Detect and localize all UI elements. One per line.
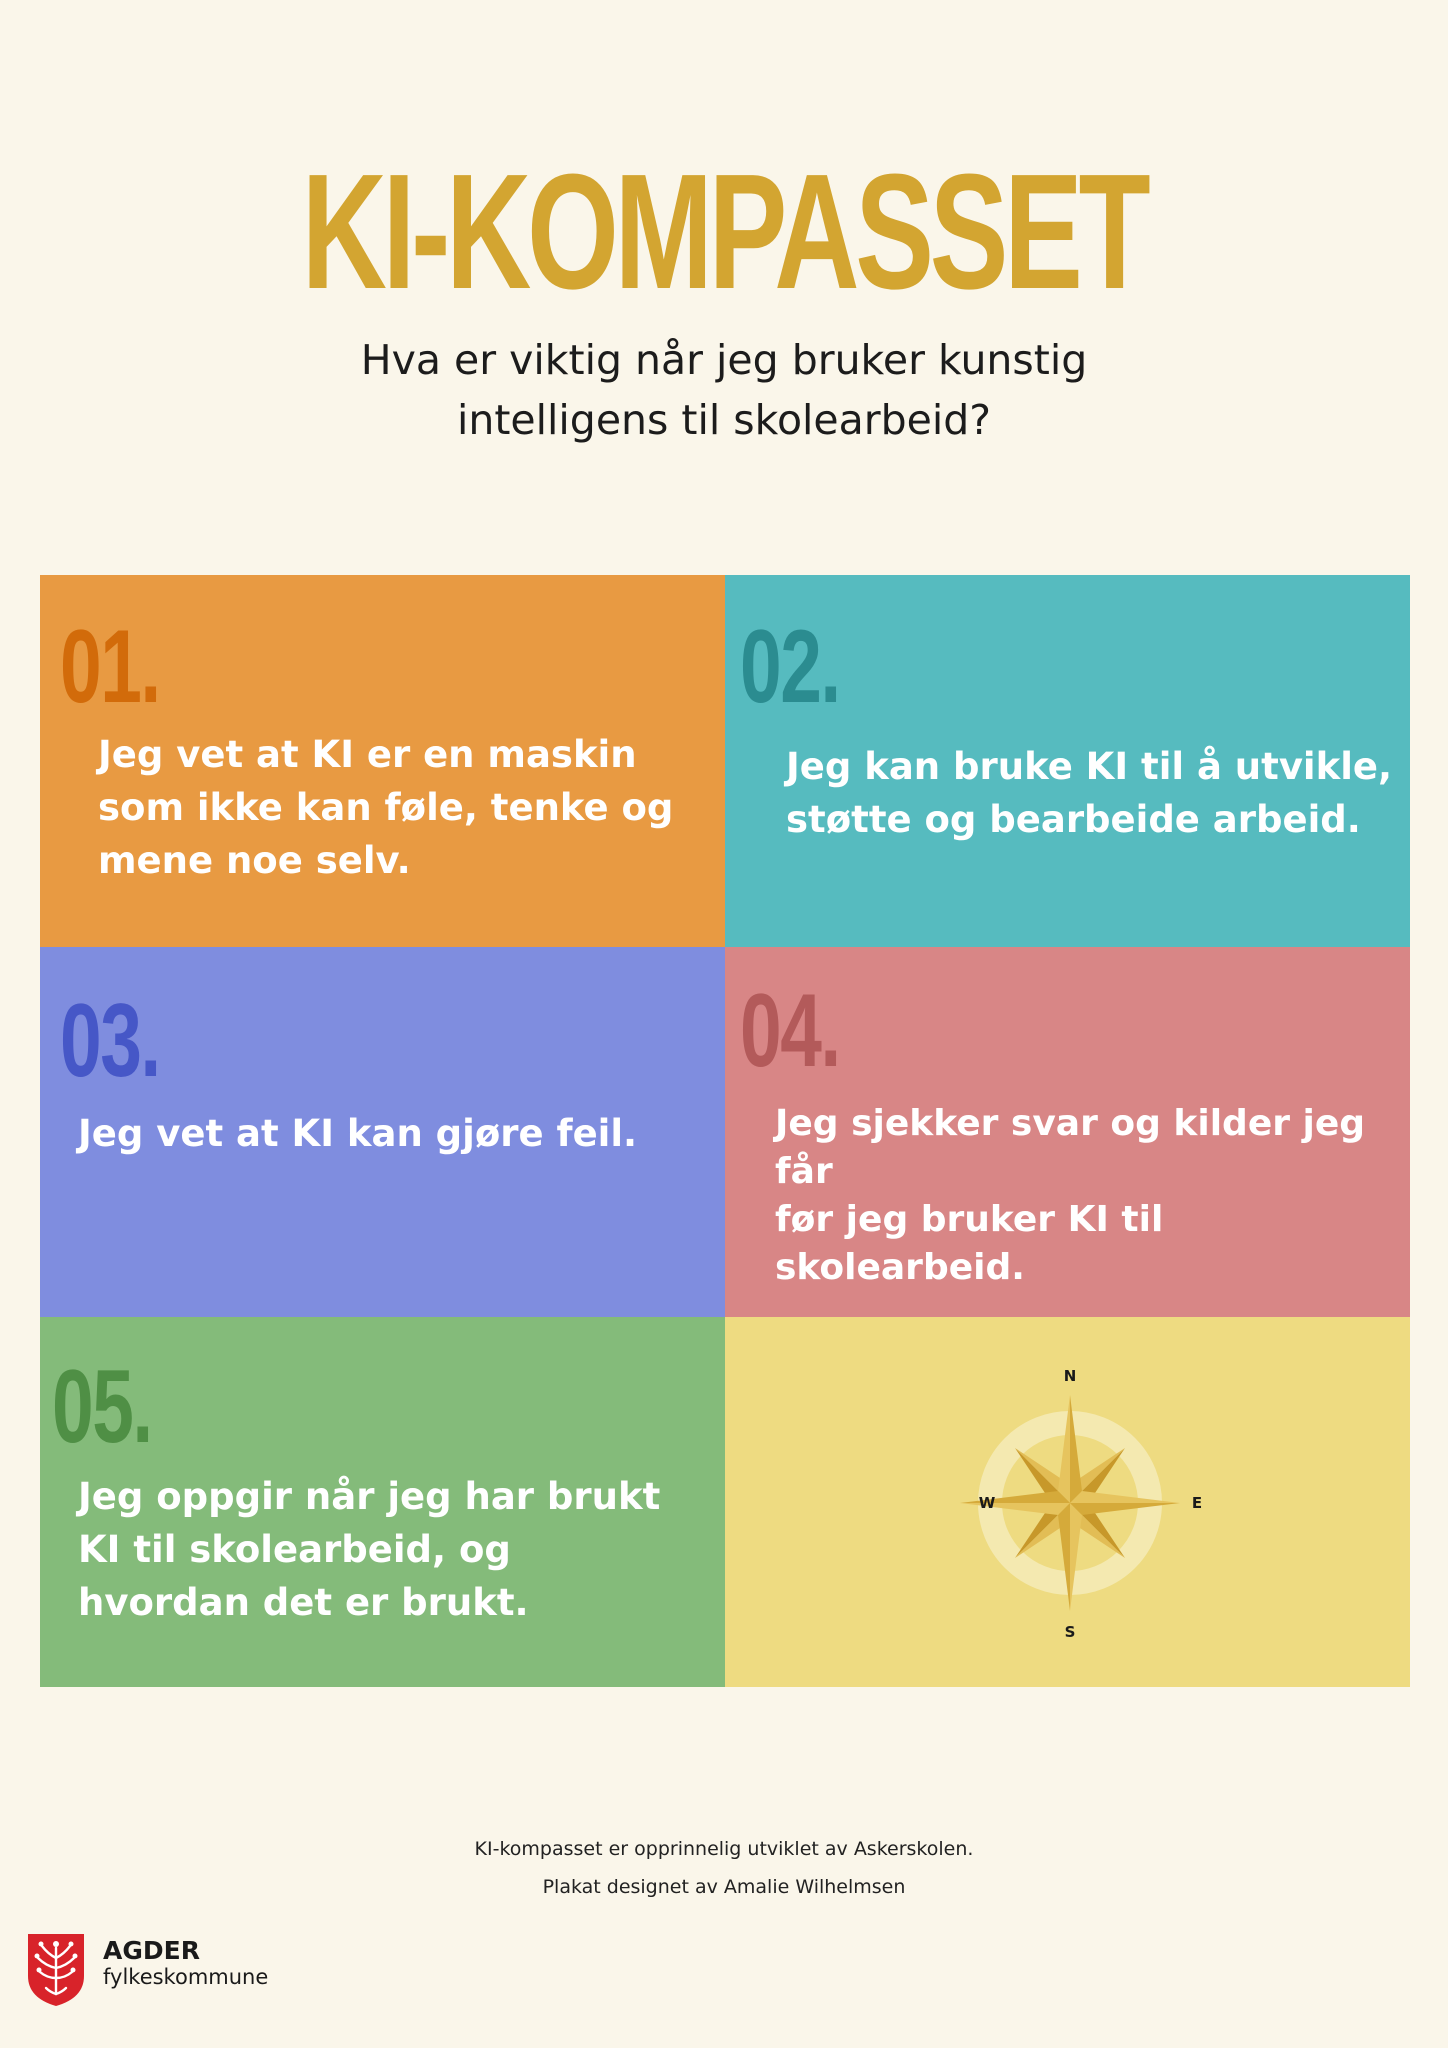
card-text <box>78 1470 660 1629</box>
card-text-line: Jeg sjekker svar og kilder jeg får <box>775 1103 1366 1192</box>
card-text-line: Jeg vet at KI kan gjøre feil. <box>78 1112 638 1155</box>
principle-card-5 <box>40 1317 725 1687</box>
card-text <box>98 728 673 887</box>
card-text-line: Jeg oppgir når jeg har brukt <box>78 1475 661 1518</box>
card-text-line: KI til skolearbeid, og <box>78 1528 511 1571</box>
card-number: 05. <box>52 1349 152 1465</box>
logo-name-line: fylkeskommune <box>103 1965 269 1989</box>
card-text <box>786 740 1392 846</box>
compass-south-label: S <box>1064 1623 1076 1641</box>
page-title: KI-KOMPASSET <box>301 140 1147 323</box>
page-subtitle <box>0 330 1448 450</box>
credit-origin: KI-kompasset er opprinnelig utviklet av Askerskolen. <box>474 1838 974 1860</box>
card-text-line: mene noe selv. <box>98 839 411 882</box>
principle-card-2 <box>725 575 1410 947</box>
logo-name-line: AGDER <box>103 1936 200 1965</box>
card-text-line: Jeg vet at KI er en maskin <box>98 733 637 776</box>
agder-logo-text <box>103 1937 268 1989</box>
principles-grid <box>40 575 1410 1687</box>
compass-card <box>725 1317 1410 1687</box>
card-text <box>775 1100 1410 1292</box>
compass-west-label: W <box>978 1494 996 1512</box>
card-text <box>78 1107 637 1160</box>
card-text-line: Jeg kan bruke KI til å utvikle, <box>786 745 1393 788</box>
principle-card-1 <box>40 575 725 947</box>
principle-card-4 <box>725 947 1410 1317</box>
principle-card-3 <box>40 947 725 1317</box>
card-number: 01. <box>60 609 160 725</box>
card-number: 02. <box>740 609 840 725</box>
credit-designer: Plakat designet av Amalie Wilhelmsen <box>542 1876 906 1898</box>
card-text-line: støtte og bearbeide arbeid. <box>786 798 1361 841</box>
card-number: 03. <box>60 983 160 1099</box>
subtitle-line: Hva er viktig når jeg bruker kunstig <box>360 336 1088 384</box>
compass-rose-icon <box>725 1317 1410 1687</box>
compass-east-label: E <box>1191 1494 1203 1512</box>
compass-north-label: N <box>1063 1367 1077 1385</box>
card-text-line: før jeg bruker KI til skolearbeid. <box>775 1199 1164 1288</box>
card-text-line: som ikke kan føle, tenke og <box>98 786 674 829</box>
card-number: 04. <box>740 973 840 1089</box>
card-text-line: hvordan det er brukt. <box>78 1581 529 1624</box>
agder-coat-of-arms-icon <box>26 1932 86 2008</box>
subtitle-line: intelligens til skolearbeid? <box>456 396 992 444</box>
